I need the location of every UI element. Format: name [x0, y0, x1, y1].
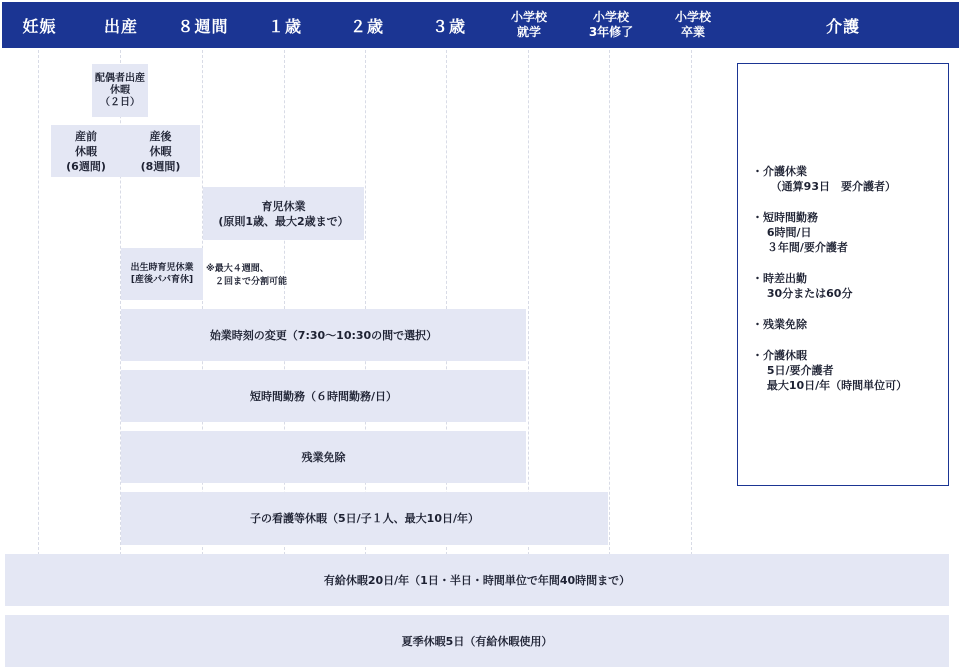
birth-childcare-note: ※最大４週間、 ２回まで分割可能: [206, 264, 288, 287]
overtime-exemption-box: 残業免除: [121, 431, 526, 483]
header-care: 介護: [825, 16, 860, 36]
prenatal-leave-box: 産前 休暇 (6週間): [51, 125, 121, 177]
start-time-change-box: 始業時刻の変更（7:30〜10:30の間で選択）: [121, 309, 526, 361]
birth-childcare-leave-box: 出生時育児休業 [産後パパ育休]: [121, 248, 203, 300]
care-item-leave: ・介護休業 （通算93日 要介護者）: [752, 165, 896, 193]
header-3-years: ３歳: [431, 16, 466, 36]
paid-leave-box: 有給休暇20日/年（1日・半日・時間単位で年間40時間まで）: [5, 554, 949, 606]
care-item-staggered-hours: ・時差出勤 30分または60分: [752, 272, 853, 300]
care-item-care-holiday: ・介護休暇 5日/要介護者 最大10日/年（時間単位可）: [752, 349, 908, 392]
header-pregnancy: 妊娠: [22, 16, 57, 36]
childcare-leave-box: 育児休業 (原則1歳、最大2歳まで）: [203, 187, 364, 240]
timeline-header: [2, 2, 959, 48]
care-item-overtime-exemption: ・残業免除: [752, 318, 807, 331]
header-birth: 出産: [103, 16, 138, 36]
header-1-year: １歳: [267, 16, 302, 36]
care-panel: [737, 63, 949, 486]
care-item-short-hours: ・短時間勤務 6時間/日 ３年間/要介護者: [752, 211, 848, 254]
care-list: [752, 164, 907, 409]
column-divider: [528, 50, 529, 555]
header-elementary-entry: 小学校 就学: [510, 10, 547, 39]
spouse-birth-leave-box: 配偶者出産 休暇 （２日）: [92, 64, 148, 117]
column-divider: [38, 50, 39, 555]
header-2-years: ２歳: [349, 16, 384, 36]
header-8-weeks: ８週間: [177, 16, 229, 36]
postnatal-leave-box: 産後 休暇 (8週間): [121, 125, 200, 177]
summer-leave-box: 夏季休暇5日（有給休暇使用）: [5, 615, 949, 667]
short-hours-box: 短時間勤務（６時間勤務/日）: [121, 370, 526, 422]
column-divider: [691, 50, 692, 555]
column-divider: [609, 50, 610, 555]
child-nursing-leave-box: 子の看護等休暇（5日/子１人、最大10日/年）: [121, 492, 608, 545]
header-elementary-grade3: 小学校 3年修了: [588, 10, 634, 39]
header-elementary-graduation: 小学校 卒業: [674, 10, 711, 39]
